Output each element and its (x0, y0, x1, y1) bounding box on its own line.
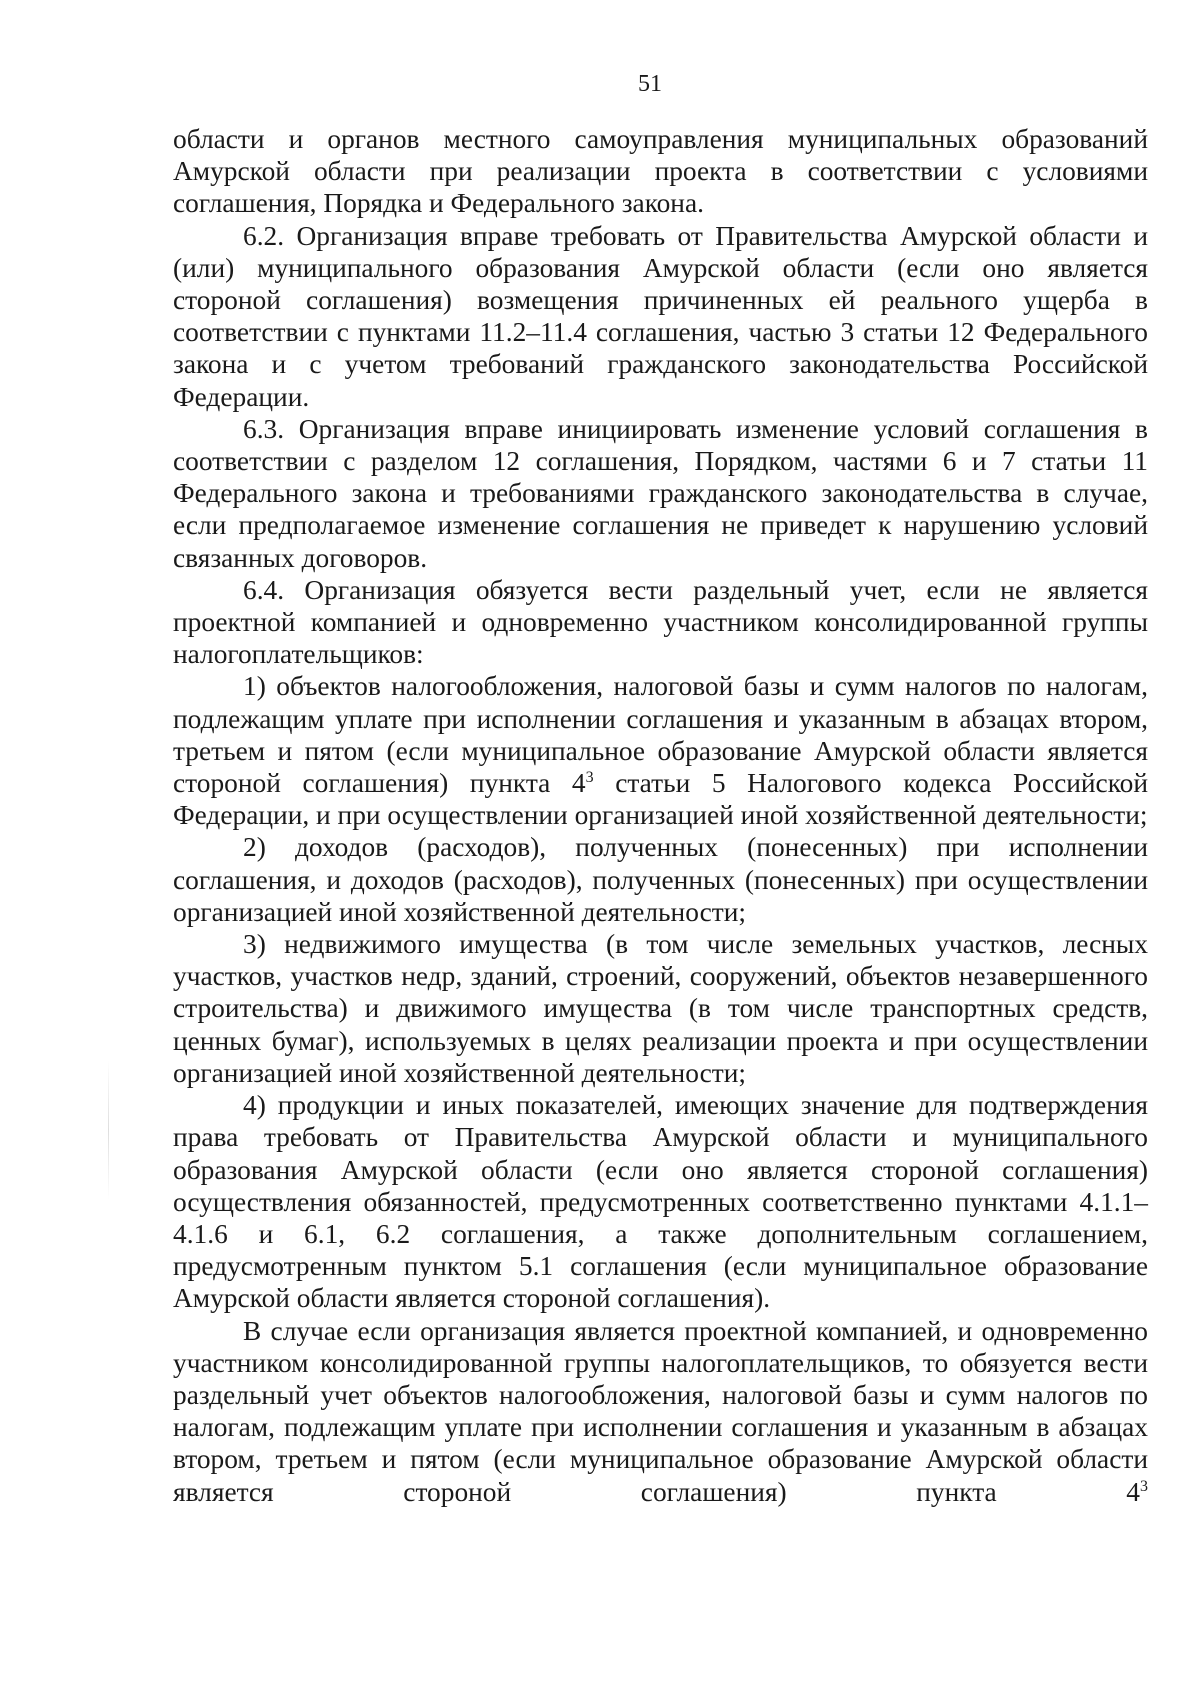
paragraph-project-company (173, 1315, 1148, 1508)
paragraph-project-company-text: В случае если организация является проектной компанией, и одновременно участником консолидированной группы налогоплательщиков, то обязуется вести раздельный учет объектов налогообложения, налоговой базы и сумм налогов по налогам, подлежащим уплате при исполнении соглашения и указанным в абзацах втором, третьем и пятом (если муниципальное образование Амурской области является стороной соглашения) пункта 4 (173, 1315, 1148, 1507)
superscript: 3 (1140, 1477, 1148, 1495)
superscript: 3 (585, 768, 594, 786)
document-body (173, 123, 1148, 1508)
list-item-4: 4) продукции и иных показателей, имеющих значение для подтверждения права требовать от Правительства Амурской области и муниципального образования Амурской области (если оно является стороной соглашения) осуществления обязанностей, предусмотренных соответственно пунктами 4.1.1–4.1.6 и 6.1, 6.2 соглашения, а также дополнительным соглашением, предусмотренным пунктом 5.1 соглашения (если муниципальное образование Амурской области является стороной соглашения). (173, 1090, 1148, 1314)
list-item-3: 3) недвижимого имущества (в том числе земельных участков, лесных участков, участков недр, зданий, строений, сооружений, объектов незавершенного строительства) и движимого имущества (в том числе транспортных средств, ценных бумаг), используемых в целях реализации проекта и при осуществлении организацией иной хозяйственной деятельности; (173, 929, 1148, 1088)
paragraph-6-2: 6.2. Организация вправе требовать от Правительства Амурской области и (или) муниципального образования Амурской области (если оно является стороной соглашения) возмещения причиненных ей реального ущерба в соответствии с пунктами 11.2–11.4 соглашения, частью 3 статьи 12 Федерального закона и с учетом требований гражданского законодательства Российской Федерации. (173, 220, 1148, 412)
list-item-1-text-a: 1) объектов налогообложения, налоговой базы и сумм налогов по налогам, подлежащим уплате при исполнении соглашения и указанным в абзацах втором, третьем и пятом (если муниципальное образование Амурской области является стороной соглашения) пункта 4 (173, 671, 1148, 799)
paragraph-6-3: 6.3. Организация вправе инициировать изменение условий соглашения в соответствии с разделом 12 соглашения, Порядком, частями 6 и 7 статьи 11 Федерального закона и требованиями гражданского законодательства в случае, если предполагаемое изменение соглашения не приведет к нарушению условий связанных договоров. (173, 413, 1148, 573)
scan-artifact-line (108, 1060, 109, 1200)
paragraph-continuation: области и органов местного самоуправления муниципальных образований Амурской области при реализации проекта в соответствии с условиями соглашения, Порядка и Федерального закона. (173, 124, 1148, 219)
list-item-2: 2) доходов (расходов), полученных (понесенных) при исполнении соглашения, и доходов (расходов), полученных (понесенных) при осуществлении организацией иной хозяйственной деятельности; (173, 832, 1148, 927)
page-number: 51 (638, 71, 662, 97)
paragraph-6-4: 6.4. Организация обязуется вести раздельный учет, если не является проектной компанией и одновременно участником консолидированной группы налогоплательщиков: (173, 574, 1148, 670)
list-item-1-text-b: статьи 5 Налогового кодекса Российской Федерации, и при осуществлении организацией иной хозяйственной деятельности; (173, 768, 1148, 831)
list-item-1 (173, 670, 1148, 831)
